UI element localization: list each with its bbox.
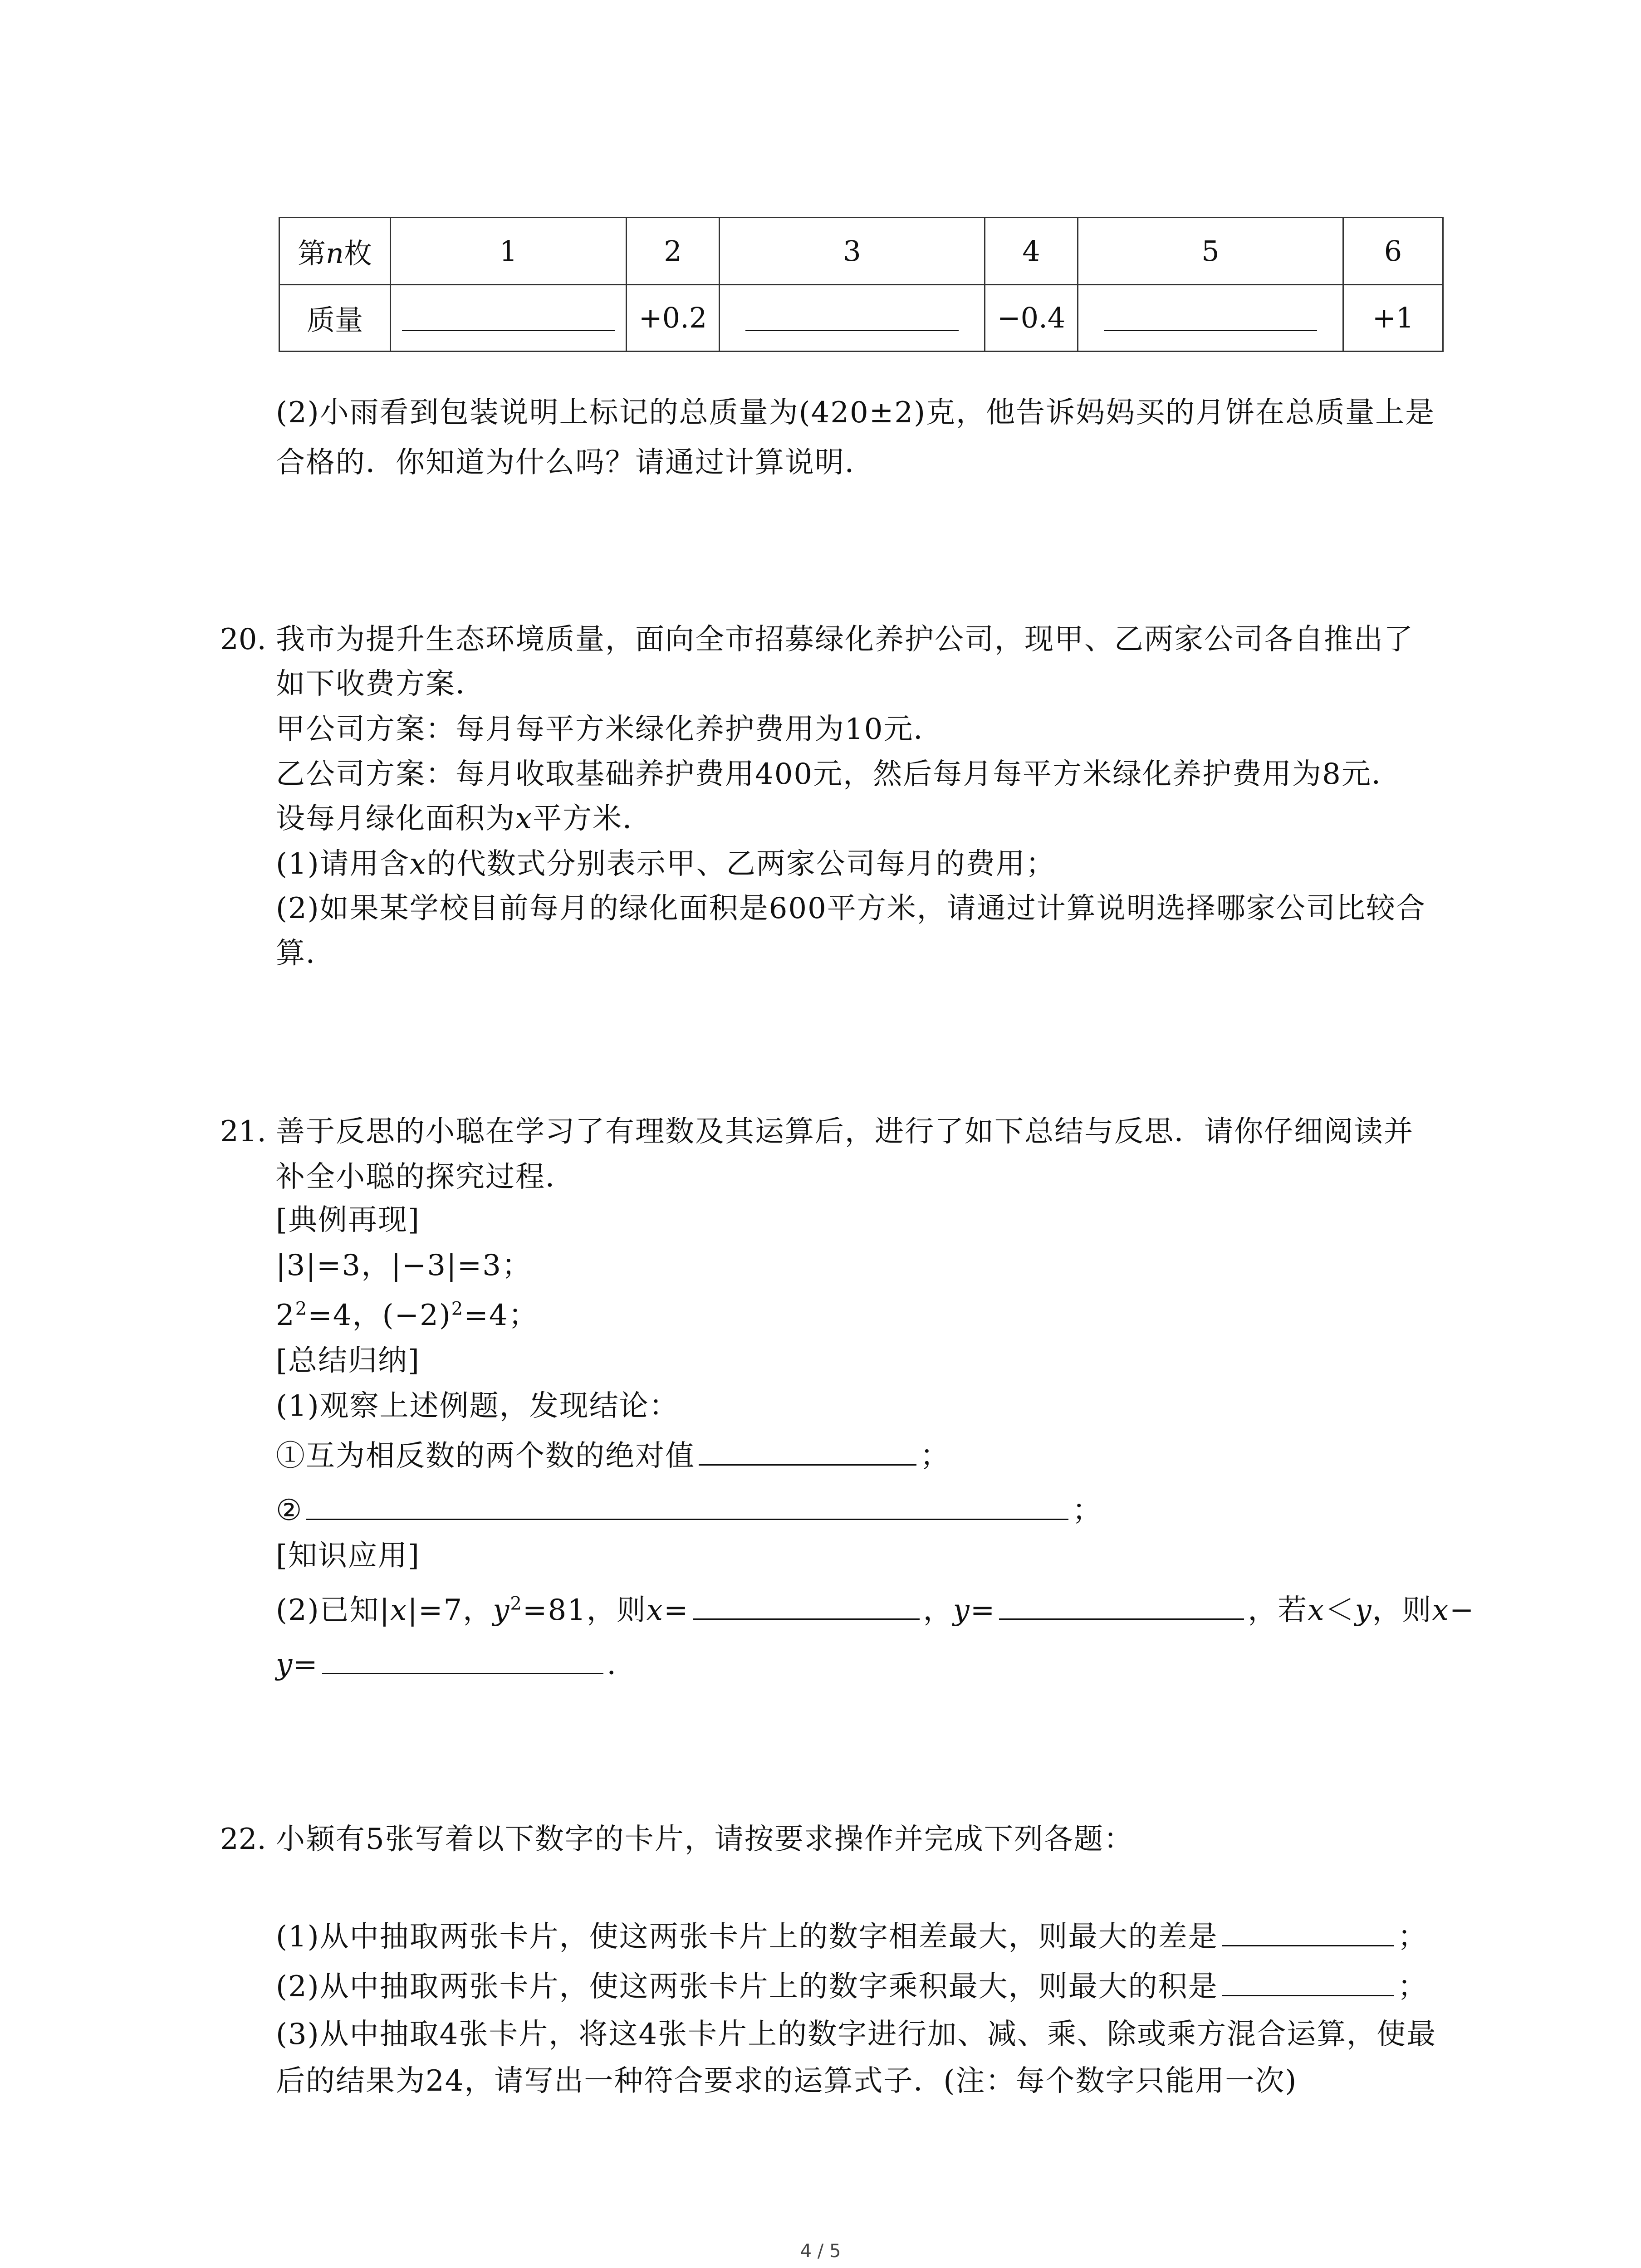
q22-part2: (2)从中抽取两张卡片，使这两张卡片上的数字乘积最大，则最大的积是 ； [276,1970,1428,2004]
answer-blank-cell[interactable] [1078,284,1343,352]
question-number: 21. [220,1115,266,1149]
page-number: 4 / 5 [800,2241,841,2262]
mass-table [279,217,1444,352]
answer-blank[interactable] [1104,312,1317,331]
answer-blank[interactable] [402,312,615,331]
q20-line2: 如下收费方案． [276,667,485,701]
q22-line1: 小颖有5张写着以下数字的卡片，请按要求操作并完成下列各题： [276,1823,1134,1856]
q20-line5: 设每月绿化面积为x平方米． [276,802,653,836]
q20-line6: (1)请用含x的代数式分别表示甲、乙两家公司每月的费用； [276,847,1056,881]
answer-blank[interactable] [999,1593,1244,1620]
answer-blank[interactable] [1222,1970,1394,1996]
q20-line4: 乙公司方案：每月收取基础养护费用400元，然后每月每平方米绿化养护费用为8元． [276,758,1401,791]
q20-line3: 甲公司方案：每月每平方米绿化养护费用为10元． [276,713,944,746]
q20-line1: 我市为提升生态环境质量，面向全市招募绿化养护公司，现甲、乙两家公司各自推出了 [276,623,1414,656]
q20-line7: (2)如果某学校目前每月的绿化面积是600平方米，请通过计算说明选择哪家公司比较合 [276,892,1426,925]
answer-blank[interactable] [1222,1920,1394,1946]
q21-line1: 善于反思的小聪在学习了有理数及其运算后，进行了如下总结与反思．请你仔细阅读并 [276,1115,1414,1149]
answer-blank[interactable] [745,312,959,331]
question-number: 20. [220,623,266,656]
question-number: 22. [220,1823,266,1856]
answer-blank-cell[interactable] [720,284,985,352]
table-header-cell: 4 [985,218,1078,285]
table-header-cell: 2 [627,218,720,285]
table-row-label: 质量 [279,284,391,352]
table-header-cell: 6 [1343,218,1443,285]
answer-blank[interactable] [306,1493,1068,1520]
q22-part3-line1: (3)从中抽取4张卡片，将这4张卡片上的数字进行加、减、乘、除或乘方混合运算，使最 [276,2018,1437,2051]
table-header-cell: 5 [1078,218,1343,285]
answer-blank[interactable] [699,1439,916,1466]
section-heading: [典例再现] [276,1203,420,1237]
q19-part2-line2: 合格的．你知道为什么吗？请通过计算说明． [276,446,875,479]
q21-part2-line1: (2)已知|x|=7，$y^2=81$，则x= ，y= ，若x＜y，则x− [276,1593,1475,1627]
answer-blank-cell[interactable] [391,284,627,352]
table-header-cell: 第n枚 [279,218,391,285]
q22-part1: (1)从中抽取两张卡片，使这两张卡片上的数字相差最大，则最大的差是 ； [276,1920,1428,1954]
q21-line2: 补全小聪的探究过程． [276,1160,575,1194]
table-header-cell: 1 [391,218,627,285]
q19-part2-line1: (2)小雨看到包装说明上标记的总质量为(420±2)克，他告诉妈妈买的月饼在总质量上是 [276,396,1435,430]
table-cell: +0.2 [627,284,720,352]
example-2: $2^2=4$，$(-2)^2=4$； [276,1298,539,1332]
table-header-cell: 3 [720,218,985,285]
q21-part1: (1)观察上述例题，发现结论： [276,1389,679,1423]
section-heading: [知识应用] [276,1539,420,1573]
table-row [279,284,1443,352]
answer-blank[interactable] [322,1647,603,1674]
q21-conclusion-2: ② ； [276,1494,1102,1527]
q20-line8: 算． [276,937,336,970]
q22-part3-line2: 后的结果为24，请写出一种符合要求的运算式子．(注：每个数字只能用一次) [276,2064,1298,2098]
section-heading: [总结归纳] [276,1344,420,1378]
table-header-row [279,218,1443,285]
answer-blank[interactable] [693,1593,920,1620]
table-cell: −0.4 [985,284,1078,352]
example-1: |3|=3，|−3|=3； [276,1249,532,1282]
q21-part2-line2: y= ． [276,1648,637,1681]
table-cell: +1 [1343,284,1443,352]
q21-conclusion-1: ①互为相反数的两个数的绝对值 ； [276,1439,950,1473]
